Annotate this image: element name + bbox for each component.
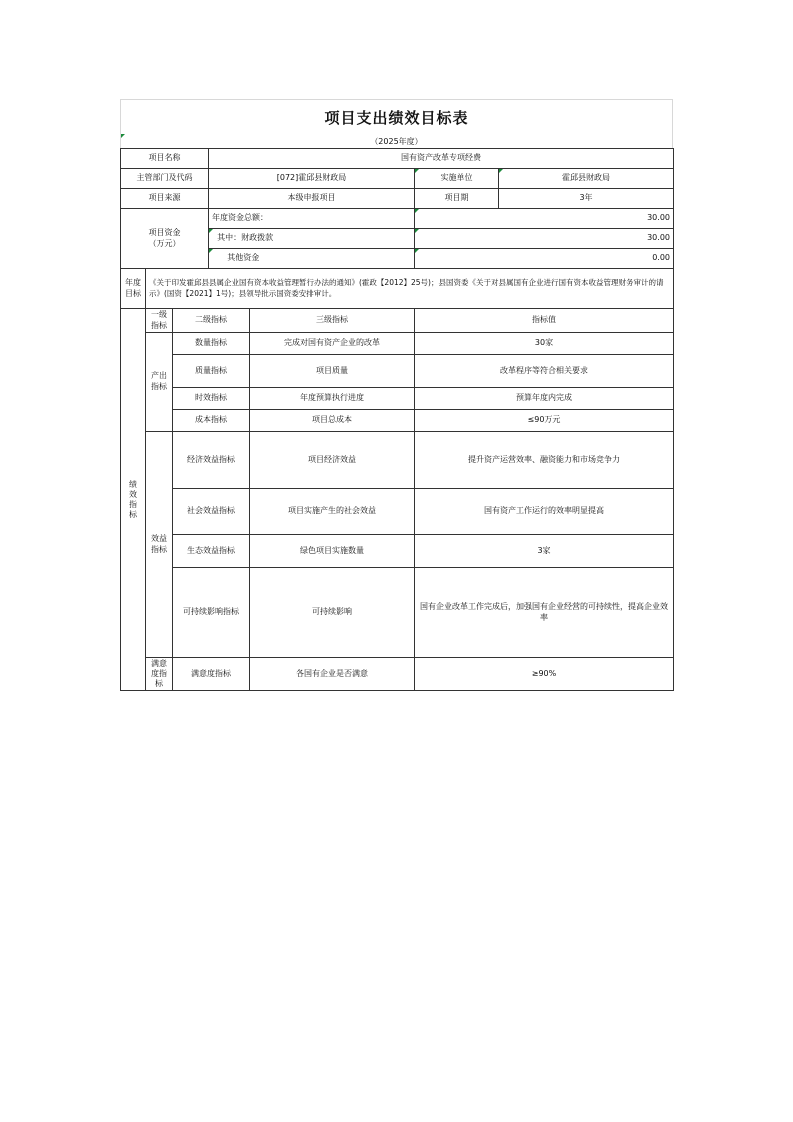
level2-cell: 满意度指标 [173, 658, 250, 691]
level2-cell: 成本指标 [173, 410, 250, 432]
table-row [121, 535, 674, 568]
table-row [121, 388, 674, 410]
funds-label: 项目资金 （万元） [121, 209, 209, 269]
level2-cell: 经济效益指标 [173, 432, 250, 489]
level2-cell: 数量指标 [173, 333, 250, 355]
dept-label: 主管部门及代码 [121, 169, 209, 189]
value-cell: 3家 [415, 535, 674, 568]
funds-fiscal-label: 其中：财政拨款 [209, 229, 415, 249]
annual-goal-label: 年度 目标 [121, 269, 146, 309]
header-level3: 三级指标 [250, 309, 415, 333]
level3-cell: 项目总成本 [250, 410, 415, 432]
cell-comment-marker [499, 169, 503, 173]
table-row [121, 432, 674, 489]
cell-comment-marker [209, 249, 213, 253]
satisfaction-indicator-label: 满意 度指 标 [146, 658, 173, 691]
period-label: 项目期 [415, 189, 499, 209]
level3-cell: 项目经济效益 [250, 432, 415, 489]
table-row [121, 489, 674, 535]
value-cell: 国有资产工作运行的效率明显提高 [415, 489, 674, 535]
value-cell: 提升资产运营效率、融资能力和市场竞争力 [415, 432, 674, 489]
level2-cell: 社会效益指标 [173, 489, 250, 535]
impl-label: 实施单位 [415, 169, 499, 189]
funds-other-label: 其他资金 [209, 249, 415, 269]
level3-cell: 年度预算执行进度 [250, 388, 415, 410]
level3-cell: 完成对国有资产企业的改革 [250, 333, 415, 355]
row-funds-total [121, 209, 674, 229]
row-annual-goal [121, 269, 674, 309]
project-name-value: 国有资产改革专项经费 [209, 149, 674, 169]
funds-fiscal-value: 30.00 [415, 229, 674, 249]
table-row [121, 658, 674, 691]
level3-cell: 各国有企业是否满意 [250, 658, 415, 691]
performance-goal-sheet [120, 99, 673, 691]
funds-total-label: 年度资金总额： [209, 209, 415, 229]
level2-cell: 生态效益指标 [173, 535, 250, 568]
source-value: 本级申报项目 [209, 189, 415, 209]
dept-value: [072]霍邱县财政局 [209, 169, 415, 189]
period-value: 3年 [499, 189, 674, 209]
funds-total-value: 30.00 [415, 209, 674, 229]
table-row [121, 410, 674, 432]
funds-other-value: 0.00 [415, 249, 674, 269]
header-value: 指标值 [415, 309, 674, 333]
output-indicator-label: 产出 指标 [146, 333, 173, 432]
performance-indicator-label: 绩 效 指 标 [121, 309, 146, 691]
value-cell: 预算年度内完成 [415, 388, 674, 410]
row-department [121, 169, 674, 189]
benefit-indicator-label: 效益 指标 [146, 432, 173, 658]
cell-comment-marker [415, 249, 419, 253]
project-name-label: 项目名称 [121, 149, 209, 169]
cell-comment-marker [121, 134, 125, 138]
value-cell: 30家 [415, 333, 674, 355]
level3-cell: 可持续影响 [250, 568, 415, 658]
row-source [121, 189, 674, 209]
value-cell: ≤90万元 [415, 410, 674, 432]
level3-cell: 绿色项目实施数量 [250, 535, 415, 568]
level3-cell: 项目实施产生的社会效益 [250, 489, 415, 535]
cell-comment-marker [415, 209, 419, 213]
annual-goal-text: 《关于印发霍邱县县属企业国有资本收益管理暂行办法的通知》(霍政【2012】25号)；县国资委《关于对县属国有企业进行国有资本收益管理财务审计的请示》(国资【2021】1号)；县领导批示国资委安排审计。 [146, 269, 674, 309]
source-label: 项目来源 [121, 189, 209, 209]
header-level2: 二级指标 [173, 309, 250, 333]
value-cell: 国有企业改革工作完成后，加强国有企业经营的可持续性，提高企业效率 [415, 568, 674, 658]
level2-cell: 质量指标 [173, 355, 250, 388]
level2-cell: 可持续影响指标 [173, 568, 250, 658]
cell-comment-marker [209, 229, 213, 233]
goal-table [120, 148, 674, 691]
year-row [120, 134, 673, 148]
table-row [121, 355, 674, 388]
table-row [121, 568, 674, 658]
level3-cell: 项目质量 [250, 355, 415, 388]
row-project-name [121, 149, 674, 169]
cell-comment-marker [415, 229, 419, 233]
sheet-title: 项目支出绩效目标表 [120, 99, 673, 134]
header-level1: 一级 指标 [146, 309, 173, 333]
level2-cell: 时效指标 [173, 388, 250, 410]
row-indicator-header [121, 309, 674, 333]
budget-year: （2025年度） [370, 136, 423, 146]
impl-value: 霍邱县财政局 [499, 169, 674, 189]
value-cell: 改革程序等符合相关要求 [415, 355, 674, 388]
table-row [121, 333, 674, 355]
cell-comment-marker [415, 169, 419, 173]
value-cell: ≥90% [415, 658, 674, 691]
